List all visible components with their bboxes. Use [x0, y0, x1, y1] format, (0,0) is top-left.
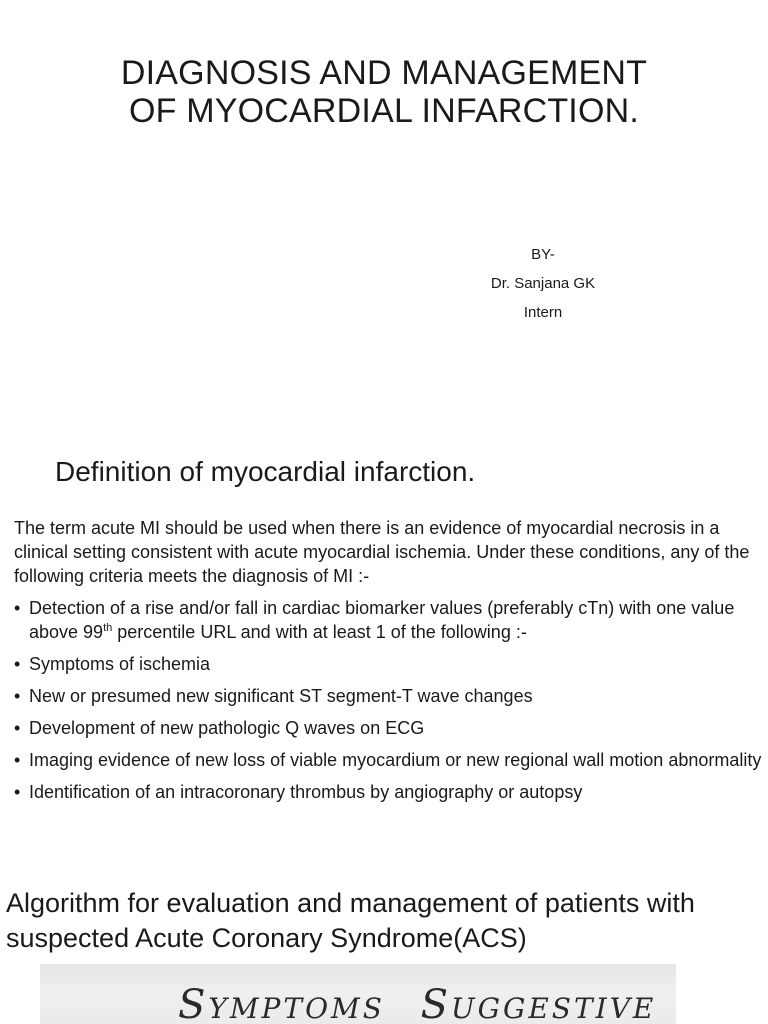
- handwritten-cap: S: [420, 982, 451, 1024]
- bullet-icon: •: [14, 718, 21, 738]
- bullet-icon: •: [14, 686, 21, 706]
- handwritten-cap: S: [178, 982, 209, 1024]
- bullet-icon: •: [14, 654, 21, 674]
- criterion-text: Symptoms of ischemia: [29, 654, 211, 674]
- title-line-1: DIAGNOSIS AND MANAGEMENT: [120, 54, 648, 92]
- criterion-text: Imaging evidence of new loss of viable myocardium or new regional wall motion abnormality: [29, 750, 762, 770]
- criterion-text: Identification of an intracoronary thrombus by angiography or autopsy: [29, 782, 583, 802]
- list-item: [14, 652, 764, 676]
- criterion-text: Detection of a rise and/or fall in cardiac biomarker values (preferably cTn) with one value above 99: [29, 598, 735, 642]
- list-item: [14, 684, 764, 708]
- algorithm-heading: Algorithm for evaluation and management of patients with suspected Acute Coronary Syndrome(ACS): [6, 888, 695, 953]
- list-item: [14, 716, 764, 740]
- handwritten-word: YMPTOMS: [208, 992, 385, 1024]
- superscript: th: [103, 622, 113, 634]
- list-item: [14, 596, 764, 644]
- list-item: [14, 748, 764, 772]
- by-label: BY-: [531, 246, 555, 263]
- author-role: Intern: [523, 304, 563, 321]
- title-line-2: OF MYOCARDIAL INFARCTION.: [128, 92, 639, 130]
- author-name: Dr. Sanjana GK: [490, 275, 596, 292]
- criteria-list: [14, 596, 764, 812]
- bullet-icon: •: [14, 750, 21, 770]
- handwritten-flowchart-photo: [40, 964, 676, 1024]
- definition-intro: The term acute MI should be used when there is an evidence of myocardial necrosis in a clinical setting consistent with acute myocardial ischemia. Under these conditions, any of the following criteria meets the diagnosis of MI :-: [14, 518, 750, 586]
- criterion-text: New or presumed new significant ST segment-T wave changes: [29, 686, 533, 706]
- bullet-icon: •: [14, 782, 21, 802]
- definition-heading: Definition of myocardial infarction.: [55, 456, 476, 487]
- handwritten-word: UGGESTIVE: [451, 992, 657, 1024]
- handwritten-text: [178, 982, 656, 1024]
- criterion-text: Development of new pathologic Q waves on ECG: [29, 718, 425, 738]
- bullet-icon: •: [14, 598, 21, 618]
- presentation-title: [0, 54, 768, 130]
- list-item: [14, 780, 764, 804]
- author-block: [443, 240, 643, 327]
- criterion-text-cont: percentile URL and with at least 1 of the following :-: [112, 622, 527, 642]
